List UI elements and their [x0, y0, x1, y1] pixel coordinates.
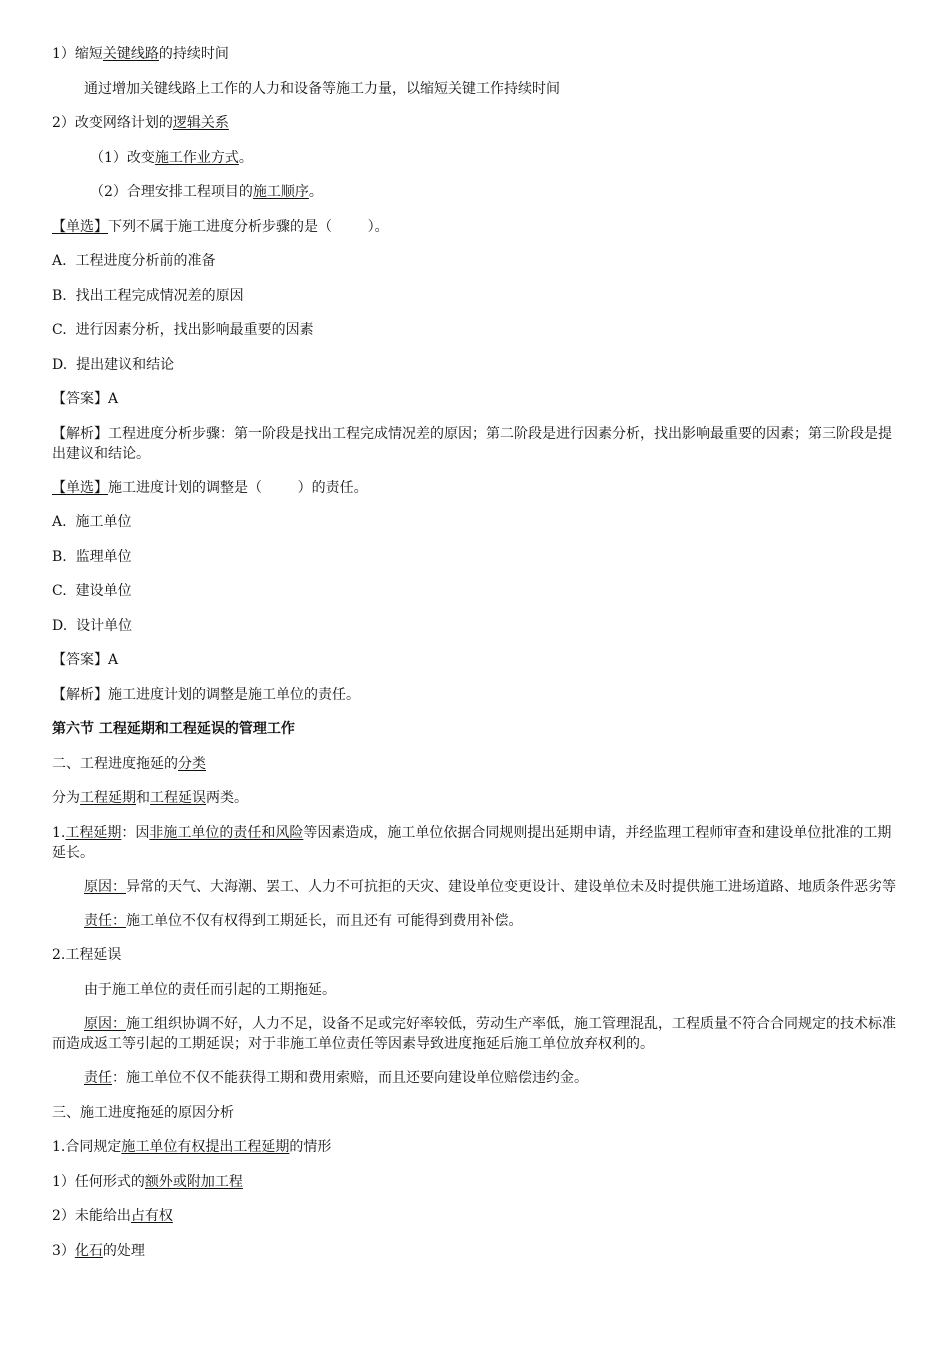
- question-tag: 【单选】: [52, 479, 108, 496]
- item-shorten-critical-path: 1）缩短关键线路的持续时间: [52, 46, 229, 62]
- question-1-option: B. 找出工程完成情况差的原因: [52, 287, 244, 304]
- subitem-work-mode: （1）改变施工作业方式。: [90, 149, 253, 166]
- term-possession: 占有权: [130, 1208, 173, 1224]
- extension-cause: 原因：异常的天气、大海潮、罢工、人力不可抗拒的天灾、建设单位变更设计、建设单位未及时提供施工进场道路、地质条件恶劣等: [84, 878, 896, 895]
- item-change-logic: 2）改变网络计划的逻辑关系: [52, 115, 229, 131]
- delay-definition: 由于施工单位的责任而引起的工期拖延。: [84, 981, 336, 998]
- term-critical-path: 关键线路: [102, 46, 159, 62]
- section-title: 第六节 工程延期和工程延误的管理工作: [52, 721, 295, 737]
- term-extension: 工程延期: [65, 824, 122, 841]
- delay-cause: 原因：施工组织协调不好，人力不足，设备不足或完好率较低，劳动生产率低，施工管理混乱，工程质量不符合合同规定的技术标准而造成返工等引起的工期延误；对于非施工单位责任等因素导致进度拖延后施工单位放弃权利的。: [52, 1016, 896, 1052]
- delay-responsibility: 责任：施工单位不仅不能获得工期和费用索赔，而且还要向建设单位赔偿违约金。: [84, 1070, 588, 1086]
- term-classification: 分类: [178, 755, 206, 772]
- term-work-mode: 施工作业方式: [154, 149, 239, 166]
- case-possession: 2）未能给出占有权: [52, 1208, 173, 1224]
- question-2-option: D. 设计单位: [52, 617, 133, 634]
- item-shorten-explanation: 通过增加关键线路上工作的人力和设备等施工力量，以缩短关键工作持续时间: [84, 80, 560, 97]
- term-extension: 工程延期: [80, 790, 136, 806]
- term-right-to-extension: 施工单位有权提出工程延期: [121, 1139, 290, 1155]
- label-responsibility: 责任: [84, 1070, 112, 1086]
- question-2-option: A. 施工单位: [52, 514, 132, 530]
- heading-cause-analysis: 三、施工进度拖延的原因分析: [52, 1104, 234, 1121]
- case-fossils: 3）化石的处理: [52, 1242, 145, 1259]
- label-cause: 原因：: [84, 878, 126, 895]
- question-1-answer: 【答案】A: [52, 391, 119, 407]
- question-2-analysis: 【解析】施工进度计划的调整是施工单位的责任。: [52, 686, 360, 703]
- term-delay: 工程延误: [150, 790, 206, 806]
- heading-classification: 二、工程进度拖延的分类: [52, 755, 206, 772]
- label-responsibility: 责任：: [84, 912, 126, 929]
- case-extra-work: 1）任何形式的额外或附加工程: [52, 1173, 243, 1190]
- term-non-contractor-responsibility: 非施工单位的责任和风险: [149, 824, 304, 841]
- subitem-sequence: （2）合理安排工程项目的施工顺序。: [90, 184, 323, 200]
- extension-responsibility: 责任：施工单位不仅有权得到工期延长，而且还有 可能得到费用补偿。: [84, 912, 523, 929]
- term-logic-relation: 逻辑关系: [172, 115, 229, 131]
- question-1-option: C. 进行因素分析，找出影响最重要的因素: [52, 322, 314, 338]
- term-extra-work: 额外或附加工程: [144, 1173, 243, 1190]
- term-fossils: 化石: [74, 1242, 103, 1259]
- term-sequence: 施工顺序: [252, 184, 309, 200]
- question-tag: 【单选】: [52, 218, 108, 235]
- question-2-option: B. 监理单位: [52, 548, 132, 565]
- contract-extension-cases: 1.合同规定施工单位有权提出工程延期的情形: [52, 1139, 332, 1155]
- question-1-option: D. 提出建议和结论: [52, 356, 175, 373]
- question-2-option: C. 建设单位: [52, 583, 132, 599]
- question-1-option: A. 工程进度分析前的准备: [52, 253, 216, 269]
- label-cause: 原因：: [84, 1016, 126, 1032]
- delay-heading: 2.工程延误: [52, 947, 122, 963]
- question-1-stem: 【单选】下列不属于施工进度分析步骤的是（ ）。: [52, 218, 389, 235]
- classification-summary: 分为工程延期和工程延误两类。: [52, 790, 248, 806]
- question-1-analysis: 【解析】工程进度分析步骤：第一阶段是找出工程完成情况差的原因；第二阶段是进行因素分析，找出影响最重要的因素；第三阶段是提出建议和结论。: [52, 425, 892, 462]
- question-2-answer: 【答案】A: [52, 652, 119, 668]
- question-2-stem: 【单选】施工进度计划的调整是（ ）的责任。: [52, 479, 368, 496]
- extension-definition: 1.工程延期：因非施工单位的责任和风险等因素造成，施工单位依据合同规则提出延期申请，并经监理工程师审查和建设单位批准的工期延长。: [52, 824, 892, 861]
